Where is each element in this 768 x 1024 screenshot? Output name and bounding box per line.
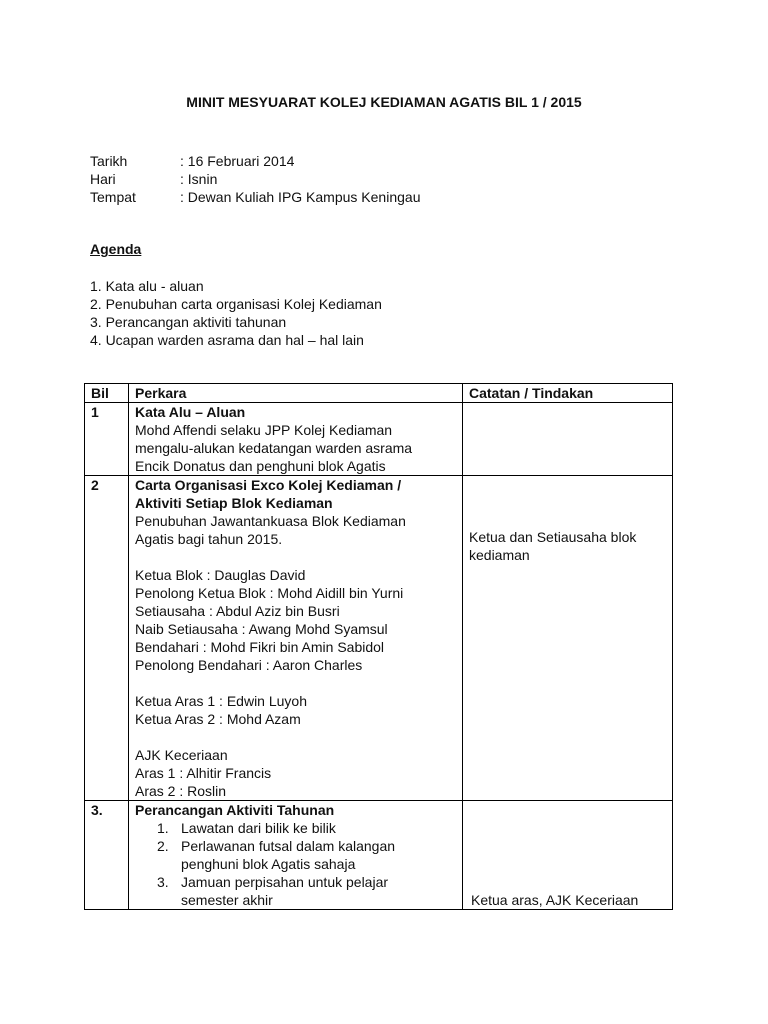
activity-item: [135, 837, 456, 873]
row-text-line: mengalu-alukan kedatangan warden asrama: [135, 440, 413, 456]
activity-text: semester akhir: [181, 892, 273, 908]
row-text-line: Encik Donatus dan penghuni blok Agatis: [135, 458, 386, 474]
row-action: [463, 801, 673, 910]
table-header-row: [85, 384, 673, 403]
meeting-details: [90, 152, 420, 206]
meta-row-day: [90, 170, 420, 188]
row-action: [463, 476, 673, 801]
row-text-line: Agatis bagi tahun 2015.: [135, 531, 283, 547]
meta-key: Tarikh: [90, 153, 128, 169]
meta-key: Tempat: [90, 189, 136, 205]
header-perkara: Perkara: [129, 384, 463, 403]
row-perkara: [129, 403, 463, 476]
floor-head-line: Ketua Aras 2 : Mohd Azam: [135, 711, 301, 727]
agenda-item: 1. Kata alu - aluan: [90, 278, 204, 294]
officer-line: Setiausaha : Abdul Aziz bin Busri: [135, 603, 340, 619]
officer-line: Penolong Bendahari : Aaron Charles: [135, 657, 363, 673]
spacer: [135, 728, 456, 746]
table-row: [85, 801, 673, 910]
row-text-line: Penubuhan Jawantankuasa Blok Kediaman: [135, 513, 406, 529]
agenda-item: 3. Perancangan aktiviti tahunan: [90, 314, 287, 330]
ajk-line: AJK Keceriaan: [135, 747, 228, 763]
meta-row-date: [90, 152, 420, 170]
row-text-line: Mohd Affendi selaku JPP Kolej Kediaman: [135, 422, 393, 438]
activity-text: penghuni blok Agatis sahaja: [181, 856, 356, 872]
meta-key: Hari: [90, 171, 116, 187]
activity-text: Perlawanan futsal dalam kalangan: [181, 838, 396, 854]
officer-line: Ketua Blok : Dauglas David: [135, 567, 306, 583]
ajk-line: Aras 2 : Roslin: [135, 783, 227, 799]
agenda-heading: Agenda: [90, 241, 142, 257]
row-perkara: [129, 476, 463, 801]
activity-text: Lawatan dari bilik ke bilik: [181, 820, 336, 836]
row-perkara: [129, 801, 463, 910]
activity-item: [135, 819, 456, 837]
ajk-line: Aras 1 : Alhitir Francis: [135, 765, 272, 781]
activity-text: Jamuan perpisahan untuk pelajar: [181, 874, 389, 890]
row-heading: Perancangan Aktiviti Tahunan: [135, 802, 335, 818]
officer-line: Naib Setiausaha : Awang Mohd Syamsul: [135, 621, 388, 637]
table-row: [85, 403, 673, 476]
action-text: Ketua aras, AJK Keceriaan: [471, 892, 639, 908]
meta-value: : Dewan Kuliah IPG Kampus Keningau: [180, 189, 421, 205]
activity-item: [135, 873, 456, 909]
row-heading: Kata Alu – Aluan: [135, 404, 246, 420]
meta-value: : 16 Februari 2014: [180, 153, 295, 169]
agenda-list: [90, 277, 382, 349]
document-title: MINIT MESYUARAT KOLEJ KEDIAMAN AGATIS BIL 1 / 2015: [186, 94, 582, 110]
meta-value: : Isnin: [180, 171, 218, 187]
row-heading: Carta Organisasi Exco Kolej Kediaman /: [135, 477, 402, 493]
row-number: 3.: [85, 801, 129, 910]
action-cell: [469, 801, 666, 909]
activity-number: 3.: [157, 874, 169, 890]
header-bil: Bil: [85, 384, 129, 403]
officer-line: Bendahari : Mohd Fikri bin Amin Sabidol: [135, 639, 385, 655]
spacer: [135, 548, 456, 566]
agenda-item: 4. Ucapan warden asrama dan hal – hal lain: [90, 332, 364, 348]
meta-row-place: [90, 188, 420, 206]
agenda-item: 2. Penubuhan carta organisasi Kolej Kediaman: [90, 296, 382, 312]
table-row: [85, 476, 673, 801]
row-number: 1: [85, 403, 129, 476]
row-heading: Aktiviti Setiap Blok Kediaman: [135, 495, 333, 511]
spacer: [135, 674, 456, 692]
row-number: 2: [85, 476, 129, 801]
activity-number: 1.: [157, 820, 169, 836]
row-action: [463, 403, 673, 476]
activity-number: 2.: [157, 838, 169, 854]
action-text: Ketua dan Setiausaha blok kediaman: [469, 529, 637, 563]
minutes-table: [84, 383, 673, 910]
header-catatan: Catatan / Tindakan: [463, 384, 673, 403]
floor-head-line: Ketua Aras 1 : Edwin Luyoh: [135, 693, 307, 709]
officer-line: Penolong Ketua Blok : Mohd Aidill bin Yurni: [135, 585, 404, 601]
